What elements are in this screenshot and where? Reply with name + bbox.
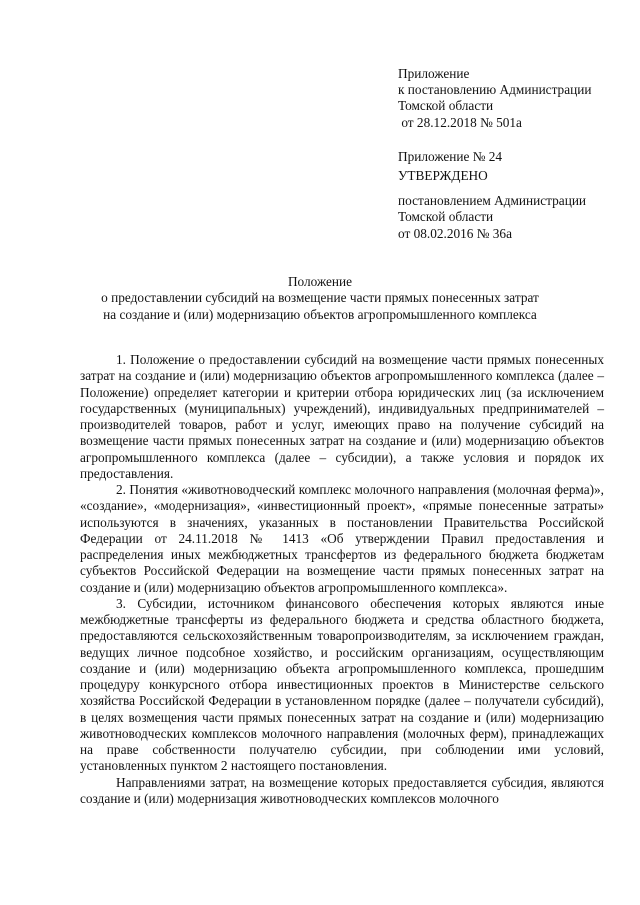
paragraph-4: Направлениями затрат, на возмещение которых предоставляется субсидия, являются создание и (или) модернизация животноводческих комплексов молочного (80, 774, 604, 806)
title-heading: Положение (287, 274, 353, 289)
appendix-line-4: от 28.12.2018 № 501а (398, 114, 522, 130)
title-subtitle-line-1: о предоставлении субсидий на возмещение части прямых понесенных затрат (101, 290, 539, 306)
appendix-line-3: Томской области (398, 98, 494, 114)
appendix-number: Приложение № 24 (398, 148, 502, 164)
approved-line-1: постановлением Администрации (398, 193, 587, 209)
paragraph-1: 1. Положение о предоставлении субсидий на возмещение части прямых понесенных затрат на создание и (или) модернизацию объектов агропромышленного комплекса (далее – Положение) определяет категории и критерии отбора юридических лиц (за исключением государственных (муниципальных) учреждений), индивидуальных предпринимателей – производителей товаров, работ и услуг, имеющих право на получение субсидий на возмещение части прямых понесенных затрат на создание и (или) модернизацию объектов агропромышленного комплекса (далее – субсидии), а также условия и порядок их предоставления. (80, 352, 604, 481)
appendix-line-2: к постановлению Администрации (398, 82, 592, 98)
approved-line-3: от 08.02.2016 № 36а (398, 225, 512, 241)
appendix-line-1: Приложение (398, 66, 470, 81)
approved-line-2: Томской области (398, 209, 494, 225)
title-subtitle-line-2: на создание и (или) модернизацию объектов агропромышленного комплекса (103, 306, 537, 322)
approval-header (398, 66, 630, 242)
document-body (80, 352, 604, 807)
approved-label: УТВЕРЖДЕНО (398, 168, 488, 184)
paragraph-2: 2. Понятия «животноводческий комплекс молочного направления (молочная ферма)», «создание», «модернизация», «инвестиционный проект», «прямые понесенные затраты» используются в значениях, указанных в постановлении Правительства Российской Федерации от 24.11.2018 № 1413 «Об утверждении Правил предоставления и распределения иных межбюджетных трансфертов из федерального бюджета бюджетам субъектов Российской Федерации на возмещение части прямых понесенных затрат на создание и (или) модернизацию объектов агропромышленного комплекса». (80, 482, 604, 595)
document-title (80, 274, 560, 323)
paragraph-3: 3. Субсидии, источником финансового обеспечения которых являются иные межбюджетные трансферты из федерального бюджета и средства областного бюджета, предоставляются сельскохозяйственным товаропроизводителям, за исключением граждан, ведущих личное подсобное хозяйство, и российским организациям, осуществляющим создание и (или) модернизацию объекта агропромышленного комплекса, прошедшим процедуру конкурсного отбора инвестиционных проектов в Министерстве сельского хозяйства Российской Федерации в установленном порядке (далее – получатели субсидий), в целях возмещения части прямых понесенных затрат на создание и (или) модернизацию животноводческих комплексов молочного направления (молочных ферм), принадлежащих на праве собственности получателю субсидии, при соблюдении ими условий, установленных пунктом 2 настоящего постановления. (80, 595, 604, 774)
